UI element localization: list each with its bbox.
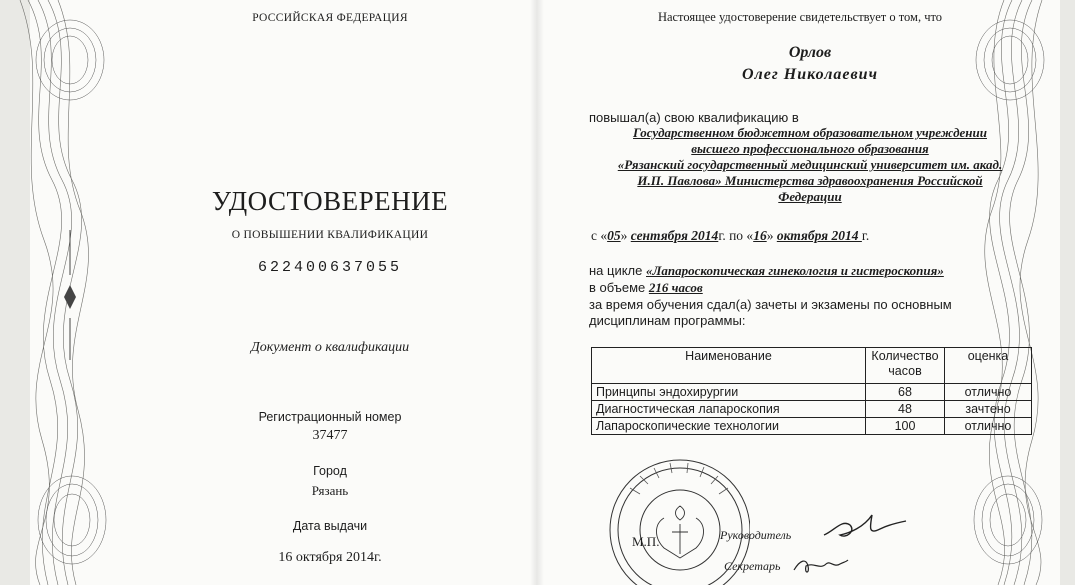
table-row <box>592 401 1032 418</box>
institution-line-3: «Рязанский государственный медицинский университет им. акад. <box>617 157 1003 172</box>
discipline-hours: 48 <box>866 401 945 418</box>
secretary-signature <box>790 550 850 580</box>
discipline-hours: 68 <box>866 384 945 401</box>
table-row <box>592 384 1032 401</box>
disciplines-table <box>591 347 1032 435</box>
holder-surname: Орлов <box>788 44 832 61</box>
table-row <box>592 418 1032 435</box>
training-volume: в объеме 216 часов <box>589 280 703 295</box>
institution-line-5: Федерации <box>778 189 842 204</box>
left-page <box>0 0 537 585</box>
training-cycle: на цикле «Лапароскопическая гинекология и гистероскопия» <box>589 263 944 278</box>
seal-place-label: М.П. <box>632 534 660 549</box>
city-label: Город <box>313 464 347 478</box>
institution-line-1: Государственном бюджетном образовательном учреждении <box>633 125 987 140</box>
guilloche-border-right <box>952 0 1075 585</box>
exams-line-2: дисциплинам программы: <box>589 313 746 328</box>
holder-given-names: Олег Николаевич <box>742 66 878 83</box>
head-signature <box>820 505 910 545</box>
discipline-grade: отлично <box>945 418 1032 435</box>
issue-date-label: Дата выдачи <box>292 519 368 533</box>
table-header-row <box>592 348 1032 384</box>
document-subtitle: О ПОВЫШЕНИИ КВАЛИФИКАЦИИ <box>231 229 429 241</box>
discipline-grade: зачтено <box>945 401 1032 418</box>
discipline-name: Принципы эндохирургии <box>592 384 866 401</box>
exams-line-1: за время обучения сдал(а) зачеты и экзамены по основным <box>589 297 952 312</box>
qualification-text: повышал(а) свою квалификацию в <box>589 110 799 125</box>
secretary-label: Секретарь <box>724 559 781 573</box>
guilloche-border-left <box>0 0 110 585</box>
serial-number: 622400637055 <box>257 259 403 276</box>
discipline-hours: 100 <box>866 418 945 435</box>
header-name: Наименование <box>592 348 866 384</box>
registration-label: Регистрационный номер <box>258 410 402 424</box>
study-period: с «05» сентября 2014г. по «16» октября 2014 г. <box>591 228 870 243</box>
page-fold <box>530 0 544 585</box>
discipline-grade: отлично <box>945 384 1032 401</box>
document-type: Документ о квалификации <box>250 340 410 355</box>
discipline-name: Лапароскопические технологии <box>592 418 866 435</box>
head-label: Руководитель <box>720 528 792 542</box>
country-name: РОССИЙСКАЯ ФЕДЕРАЦИЯ <box>252 12 408 24</box>
issue-date: 16 октября 2014г. <box>278 550 382 565</box>
document-title: УДОСТОВЕРЕНИЕ <box>211 186 449 216</box>
discipline-name: Диагностическая лапароскопия <box>592 401 866 418</box>
header-hours: Количество часов <box>866 348 945 384</box>
intro-text: Настоящее удостоверение свидетельствует о том, что <box>657 10 943 24</box>
institution-line-2: высшего профессионального образования <box>691 141 929 156</box>
registration-number: 37477 <box>312 428 348 443</box>
city-value: Рязань <box>311 483 349 498</box>
institution-line-4: И.П. Павлова» Министерства здравоохранения Российской <box>637 173 983 188</box>
header-grade: оценка <box>945 348 1032 384</box>
